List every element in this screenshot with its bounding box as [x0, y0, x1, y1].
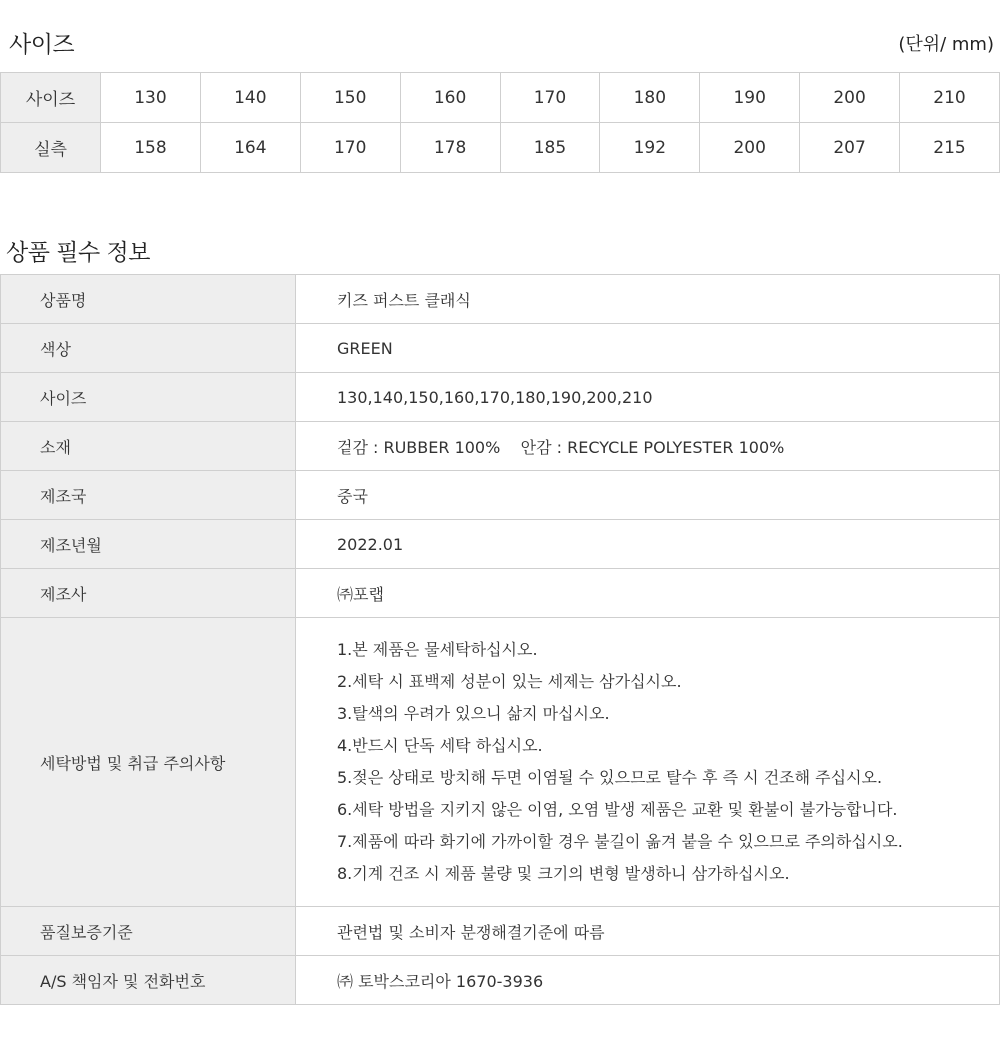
care-item: 8.기계 건조 시 제품 불량 및 크기의 변형 발생하니 삼가하십시오. — [337, 864, 790, 883]
care-item: 5.젖은 상태로 방치해 두면 이염될 수 있으므로 탈수 후 즉 시 건조해 주십시오. — [337, 768, 883, 787]
size-row-label: 사이즈 — [1, 73, 101, 123]
info-row-size — [1, 373, 1000, 422]
info-label: 사이즈 — [1, 373, 296, 422]
info-row-material — [1, 422, 1000, 471]
info-label: 제조년월 — [1, 520, 296, 569]
info-value: GREEN — [296, 324, 1000, 373]
size-cell: 170 — [500, 73, 600, 123]
info-row-color — [1, 324, 1000, 373]
size-cell: 200 — [800, 73, 900, 123]
info-row-quality-standard — [1, 907, 1000, 956]
info-value: ㈜ 토박스코리아 1670-3936 — [296, 956, 1000, 1005]
size-cell: 150 — [300, 73, 400, 123]
size-cell: 207 — [800, 123, 900, 173]
care-item: 4.반드시 단독 세탁 하십시오. — [337, 736, 543, 755]
size-table — [0, 72, 1000, 173]
size-cell: 170 — [300, 123, 400, 173]
care-item: 6.세탁 방법을 지키지 않은 이염, 오염 발생 제품은 교환 및 환불이 불가능합니다. — [337, 800, 898, 819]
info-label: 품질보증기준 — [1, 907, 296, 956]
info-value: 관련법 및 소비자 분쟁해결기준에 따름 — [296, 907, 1000, 956]
care-item: 1.본 제품은 물세탁하십시오. — [337, 640, 538, 659]
info-value: 2022.01 — [296, 520, 1000, 569]
info-row-manufacturer — [1, 569, 1000, 618]
info-label: A/S 책임자 및 전화번호 — [1, 956, 296, 1005]
info-label: 제조사 — [1, 569, 296, 618]
product-info-table — [0, 274, 1000, 1005]
size-cell: 130 — [101, 73, 201, 123]
size-section-header — [0, 0, 1000, 72]
size-section-title: 사이즈 — [9, 32, 75, 58]
size-cell: 190 — [700, 73, 800, 123]
size-cell: 185 — [500, 123, 600, 173]
info-label: 상품명 — [1, 275, 296, 324]
info-label: 색상 — [1, 324, 296, 373]
info-label: 제조국 — [1, 471, 296, 520]
size-cell: 160 — [400, 73, 500, 123]
info-row-manufacture-date — [1, 520, 1000, 569]
info-value: ㈜포랩 — [296, 569, 1000, 618]
info-value: 중국 — [296, 471, 1000, 520]
info-value: 130,140,150,160,170,180,190,200,210 — [296, 373, 1000, 422]
size-cell: 178 — [400, 123, 500, 173]
info-row-product-name — [1, 275, 1000, 324]
size-row-nominal — [1, 73, 1000, 123]
info-row-origin — [1, 471, 1000, 520]
size-row-label: 실측 — [1, 123, 101, 173]
size-cell: 192 — [600, 123, 700, 173]
product-info-title: 상품 필수 정보 — [6, 240, 150, 266]
size-cell: 140 — [200, 73, 300, 123]
care-instructions — [296, 618, 1000, 907]
care-item: 7.제품에 따라 화기에 가까이할 경우 불길이 옮겨 붙을 수 있으므로 주의하십시오. — [337, 832, 903, 851]
info-value: 겉감 : RUBBER 100% 안감 : RECYCLE POLYESTER 100% — [296, 422, 1000, 471]
info-value: 키즈 퍼스트 클래식 — [296, 275, 1000, 324]
size-unit-label: (단위/ mm) — [898, 34, 994, 55]
care-list — [337, 634, 999, 890]
info-label: 소재 — [1, 422, 296, 471]
size-cell: 215 — [900, 123, 1000, 173]
care-item: 2.세탁 시 표백제 성분이 있는 세제는 삼가십시오. — [337, 672, 682, 691]
size-cell: 158 — [101, 123, 201, 173]
info-label: 세탁방법 및 취급 주의사항 — [1, 618, 296, 907]
info-row-as-contact — [1, 956, 1000, 1005]
size-cell: 210 — [900, 73, 1000, 123]
info-row-care — [1, 618, 1000, 907]
care-item: 3.탈색의 우려가 있으니 삶지 마십시오. — [337, 704, 610, 723]
size-cell: 180 — [600, 73, 700, 123]
size-cell: 200 — [700, 123, 800, 173]
size-row-actual — [1, 123, 1000, 173]
size-cell: 164 — [200, 123, 300, 173]
